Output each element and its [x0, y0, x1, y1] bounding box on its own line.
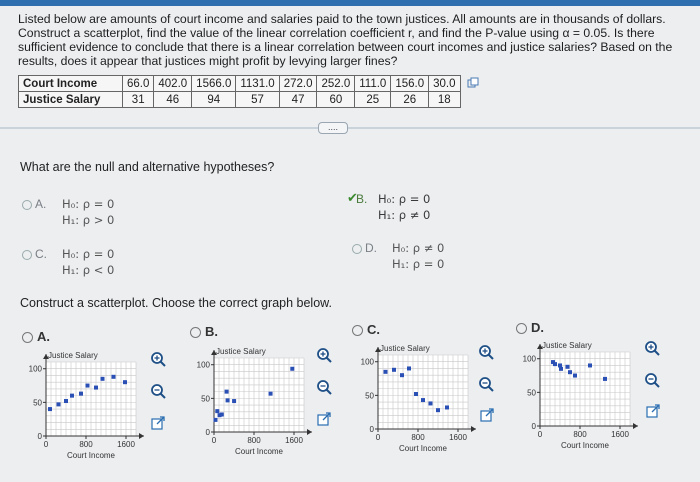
data-point: [414, 392, 418, 396]
data-point: [226, 398, 230, 402]
y-tick-label: 50: [33, 398, 42, 408]
hyp-option-a-text: [62, 196, 114, 228]
hyp-option-d-text: [392, 240, 444, 272]
scatterplot-d: [518, 336, 638, 454]
data-point: [101, 377, 105, 381]
x-axis-label: Court Income: [234, 447, 284, 456]
data-point: [573, 374, 577, 378]
x-tick-label: 1600: [117, 440, 135, 449]
x-tick-label: 800: [573, 430, 587, 439]
popout-icon[interactable]: [646, 404, 660, 418]
table-row-justice-salary: [19, 92, 461, 108]
scatterplot-b: [192, 342, 312, 460]
y-tick-label: 0: [37, 432, 42, 441]
table-cell: 156.0: [391, 76, 429, 92]
data-point: [86, 384, 90, 388]
table-cell: 1566.0: [192, 76, 236, 92]
popout-icon[interactable]: [317, 412, 331, 426]
table-cell: 1131.0: [236, 76, 279, 92]
x-tick-label: 800: [411, 433, 425, 442]
y-tick-label: 100: [360, 357, 374, 367]
hyp-option-a[interactable]: [22, 197, 49, 211]
radio-icon: [22, 250, 32, 260]
x-axis-label: Court Income: [66, 451, 116, 460]
y-axis-label: Justice Salary: [542, 341, 592, 350]
table-cell: 57: [236, 92, 279, 108]
x-axis-arrow: [471, 426, 476, 432]
data-point: [436, 408, 440, 412]
scatterplot-c: [356, 339, 476, 457]
x-axis-arrow: [307, 429, 312, 435]
zoom-out-icon[interactable]: [316, 379, 332, 395]
data-point: [64, 399, 68, 403]
data-point: [568, 370, 572, 374]
data-point: [123, 380, 127, 384]
null-hypothesis: H₀: ρ = 0: [62, 247, 115, 261]
scatterplot-a: [24, 346, 144, 464]
data-point: [214, 418, 218, 422]
data-point: [48, 407, 52, 411]
data-point: [421, 398, 425, 402]
expand-more-button[interactable]: ....: [318, 122, 348, 134]
x-axis-arrow: [633, 423, 638, 429]
table-cell: 25: [355, 92, 391, 108]
hyp-option-b[interactable]: [356, 192, 370, 206]
data-point: [603, 377, 607, 381]
data-point: [79, 392, 83, 396]
y-tick-label: 0: [205, 428, 210, 437]
data-point: [566, 365, 570, 369]
y-axis-label: Justice Salary: [48, 351, 98, 360]
x-tick-label: 1600: [449, 433, 467, 442]
table-row-label: Court Income: [19, 76, 123, 92]
data-point: [220, 413, 224, 417]
zoom-in-icon[interactable]: [150, 351, 166, 367]
table-row-label: Justice Salary: [19, 92, 123, 108]
hyp-option-b-text: [378, 191, 430, 223]
radio-icon: [22, 200, 32, 210]
graph-option-d[interactable]: [516, 320, 544, 335]
hyp-option-d[interactable]: [352, 241, 379, 255]
y-tick-label: 100: [522, 354, 536, 364]
option-letter: D.: [531, 320, 544, 335]
x-axis-label: Court Income: [560, 441, 610, 450]
x-tick-label: 1600: [611, 430, 629, 439]
radio-icon: [22, 332, 33, 343]
x-tick-label: 0: [43, 440, 49, 449]
null-hypothesis: H₀: ρ ≠ 0: [392, 241, 445, 255]
x-axis-label: Court Income: [398, 444, 448, 453]
null-hypothesis: H₀: ρ = 0: [378, 192, 431, 206]
table-cell: 272.0: [279, 76, 317, 92]
option-letter: A.: [35, 197, 47, 211]
x-tick-label: 800: [79, 440, 93, 449]
option-letter: C.: [35, 247, 47, 261]
data-point: [407, 366, 411, 370]
data-point: [384, 370, 388, 374]
data-point: [112, 375, 116, 379]
zoom-in-icon[interactable]: [478, 344, 494, 360]
data-point: [94, 386, 98, 390]
section-divider: [0, 127, 700, 129]
graph-option-c[interactable]: [352, 322, 380, 337]
x-tick-label: 0: [537, 430, 543, 439]
data-point: [232, 399, 236, 403]
option-letter: B.: [356, 192, 368, 206]
graph-option-b[interactable]: [190, 324, 218, 339]
table-cell: 111.0: [355, 76, 391, 92]
data-point: [559, 367, 563, 371]
table-cell: 402.0: [154, 76, 192, 92]
alt-hypothesis: H₁: ρ > 0: [62, 213, 115, 227]
table-cell: 26: [391, 92, 429, 108]
copy-data-icon[interactable]: [467, 77, 479, 89]
graph-option-a[interactable]: [22, 329, 50, 344]
radio-icon: [190, 327, 201, 338]
y-tick-label: 0: [369, 425, 374, 434]
x-axis-arrow: [139, 433, 144, 439]
popout-icon[interactable]: [480, 408, 494, 422]
data-point: [57, 402, 61, 406]
data-point: [70, 394, 74, 398]
data-point: [400, 373, 404, 377]
alt-hypothesis: H₁: ρ = 0: [392, 257, 445, 271]
table-cell: 94: [192, 92, 236, 108]
table-cell: 18: [429, 92, 460, 108]
alt-hypothesis: H₁: ρ ≠ 0: [378, 208, 431, 222]
radio-icon: [352, 325, 363, 336]
zoom-in-icon[interactable]: [316, 347, 332, 363]
data-point: [553, 362, 557, 366]
data-point: [225, 390, 229, 394]
popout-icon[interactable]: [151, 416, 165, 430]
top-accent-bar: [0, 0, 700, 6]
table-cell: 252.0: [317, 76, 355, 92]
data-table: [18, 75, 461, 108]
x-tick-label: 0: [375, 433, 381, 442]
table-cell: 66.0: [123, 76, 154, 92]
null-hypothesis: H₀: ρ = 0: [62, 197, 115, 211]
y-tick-label: 50: [365, 391, 374, 401]
y-axis-label: Justice Salary: [380, 344, 430, 353]
table-cell: 47: [279, 92, 317, 108]
data-point: [429, 401, 433, 405]
hyp-option-c-text: [62, 246, 114, 278]
y-tick-label: 100: [196, 360, 210, 370]
table-cell: 31: [123, 92, 154, 108]
data-point: [392, 368, 396, 372]
question-hypotheses: What are the null and alternative hypotheses?: [20, 160, 275, 174]
x-tick-label: 1600: [285, 436, 303, 445]
table-row-court-income: [19, 76, 461, 92]
y-tick-label: 50: [201, 394, 210, 404]
selected-check-icon: ✔: [347, 190, 358, 205]
option-letter: D.: [365, 241, 377, 255]
x-tick-label: 800: [247, 436, 261, 445]
option-letter: C.: [367, 322, 380, 337]
zoom-out-icon[interactable]: [150, 383, 166, 399]
y-tick-label: 50: [527, 388, 536, 398]
y-tick-label: 100: [28, 364, 42, 374]
zoom-in-icon[interactable]: [644, 340, 660, 356]
option-letter: A.: [37, 329, 50, 344]
radio-icon: [516, 323, 527, 334]
hyp-option-c[interactable]: [22, 247, 49, 261]
x-tick-label: 0: [211, 436, 217, 445]
y-tick-label: 0: [531, 422, 536, 431]
problem-statement: Listed below are amounts of court income and salaries paid to the town justices. All amounts are in thousands of dollars. Construct a scatterplot, find the value of the linear correlation coefficient r, and find the P-value using α = 0.05. Is there sufficient evidence to conclude that there is a linear correlation between court incomes and justice salaries? Based on the results, does it appear that justices might profit by levying larger fines?: [18, 12, 673, 68]
alt-hypothesis: H₁: ρ < 0: [62, 263, 115, 277]
data-point: [215, 409, 219, 413]
table-cell: 30.0: [429, 76, 460, 92]
data-point: [588, 363, 592, 367]
y-axis-label: Justice Salary: [216, 347, 266, 356]
data-point: [445, 405, 449, 409]
option-letter: B.: [205, 324, 218, 339]
zoom-out-icon[interactable]: [644, 372, 660, 388]
data-point: [269, 392, 273, 396]
zoom-out-icon[interactable]: [478, 376, 494, 392]
table-cell: 46: [154, 92, 192, 108]
data-point: [290, 367, 294, 371]
table-cell: 60: [317, 92, 355, 108]
radio-icon: [352, 244, 362, 254]
question-scatterplot: Construct a scatterplot. Choose the correct graph below.: [20, 296, 332, 310]
